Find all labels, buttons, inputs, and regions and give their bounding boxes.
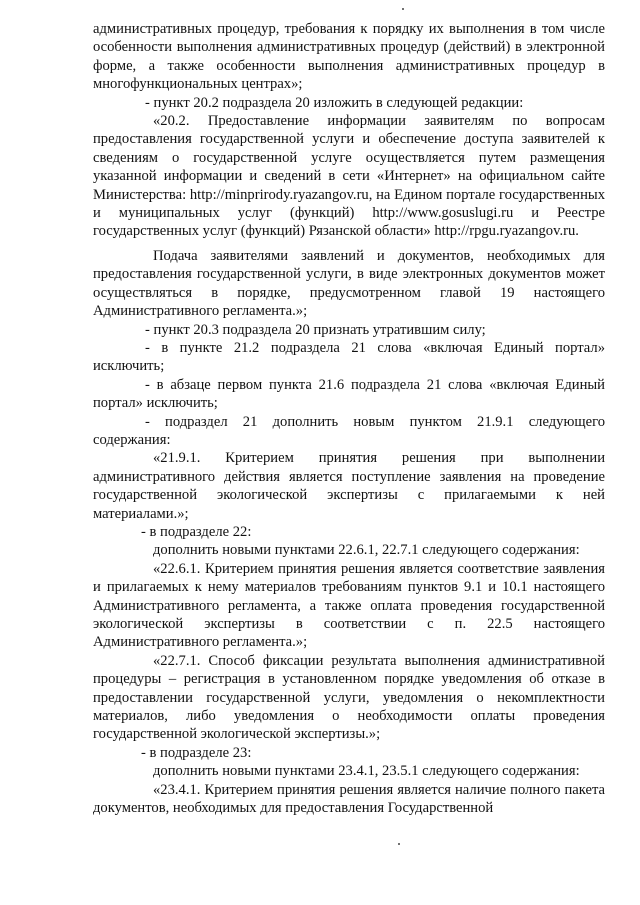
paragraph-item-21-9-1-intro: - подраздел 21 дополнить новым пунктом 21.9.1 следующего содержания: xyxy=(93,413,605,448)
paragraph-subsection-22: - в подразделе 22: xyxy=(141,523,252,540)
scan-speck xyxy=(398,843,400,845)
paragraph-20-2-text: «20.2. Предоставление информации заявителям по вопросам предоставления государственной услуги и обеспечение доступа заявителей к сведениям о государственной услуге осуществляется путем размещения указанной информации и сведений в сети «Интернет» на официальном сайте Министерства: http://minprirody.ryazangov.ru, на Едином портале государственных и муниципальных услуг (функций) http://www.gosuslugi.ru и Реестре государственных услуг (функций) Рязанской области» http://rpgu.ryazangov.ru. xyxy=(93,113,605,240)
paragraph-22-6-1-text: «22.6.1. Критерием принятия решения является соответствие заявления и прилагаемых к нему материалов требованиям пунктов 9.1 и 10.1 настоящего Административного регламента, а также оплата проведения государственной экологической экспертизы в соответствии с п. 22.5 настоящего Административного регламента.»; xyxy=(93,560,605,651)
paragraph-21-9-1-text: «21.9.1. Критерием принятия решения при выполнении административного действия является поступление заявления на проведение государственной экологической экспертизы с прилагаемыми к ней материалами.»; xyxy=(93,450,605,522)
paragraph-22-7-1-text: «22.7.1. Способ фиксации результата выполнения административной процедуры – регистрация в установленном порядке уведомления об отказе в предоставлении государственной услуги, уведомления о некомплектности материалов, либо уведомления о необходимости оплаты проведения государственной экологической экспертизы.»; xyxy=(93,652,605,743)
paragraph-electronic-submission: Подача заявителями заявлений и документов, необходимых для предоставления государственной услуги, в виде электронных документов может осуществляться в порядке, предусмотренном главой 19 настоящего Административного регламента.»; xyxy=(93,247,605,320)
paragraph-item-21-2: - в пункте 21.2 подраздела 21 слова «включая Единый портал» исключить; xyxy=(93,339,605,375)
paragraph-item-20-2-intro: - пункт 20.2 подраздела 20 изложить в следующей редакции: xyxy=(145,94,524,111)
paragraph-item-20-3: - пункт 20.3 подраздела 20 признать утратившим силу; xyxy=(145,321,486,338)
paragraph-item-21-6: - в абзаце первом пункта 21.6 подраздела 21 слова «включая Единый портал» исключить; xyxy=(93,376,605,412)
paragraph-22-supplement: дополнить новыми пунктами 22.6.1, 22.7.1 следующего содержания: xyxy=(153,542,580,559)
paragraph-procedures: административных процедур, требования к порядку их выполнения в том числе особенности выполнения административных процедур (действий) в электронной форме, а также особенности выполнения административных процедур в многофункциональных центрах»; xyxy=(93,21,605,93)
paragraph-subsection-23: - в подразделе 23: xyxy=(141,744,252,761)
paragraph-23-4-1-text: «23.4.1. Критерием принятия решения является наличие полного пакета документов, необходимых для предоставления Государственной xyxy=(93,781,605,817)
document-page xyxy=(93,20,605,817)
scan-speck xyxy=(402,8,404,10)
paragraph-23-supplement: дополнить новыми пунктами 23.4.1, 23.5.1 следующего содержания: xyxy=(153,763,580,780)
